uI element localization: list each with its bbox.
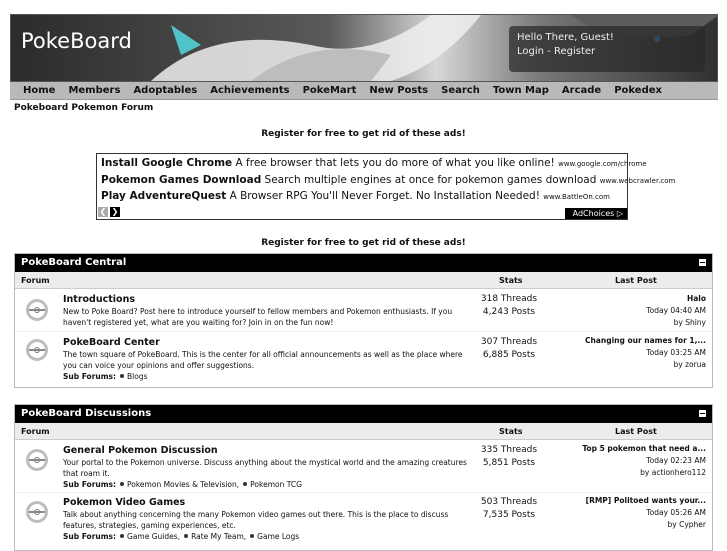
bullet-icon: [184, 534, 188, 538]
bullet-icon: [250, 534, 254, 538]
col-last-post: Last Post: [615, 276, 657, 285]
bullet-icon: [120, 374, 124, 378]
forum-title[interactable]: Pokemon Video Games: [63, 497, 186, 508]
subforum-link[interactable]: Blogs: [127, 372, 148, 381]
thread-count: 335 Threads: [480, 445, 538, 455]
last-post: [556, 495, 706, 531]
last-post-title[interactable]: [RMP] Politoed wants your...: [585, 496, 706, 505]
register-notice-top: Register for free to get rid of these ads!: [261, 129, 466, 139]
subforums: Sub Forums: Pokemon Movies & Television, Pokemon TCG: [63, 480, 302, 489]
chevron-left-icon[interactable]: ❮: [99, 207, 107, 216]
ad-text: A free browser that lets you do more of what you like online!: [232, 157, 559, 169]
last-post-author[interactable]: by Cypher: [667, 520, 706, 529]
bullet-icon: [243, 482, 247, 486]
col-forum: Forum: [21, 276, 50, 285]
category-title[interactable]: PokeBoard Central: [21, 257, 127, 268]
chevron-right-icon[interactable]: ❯: [111, 207, 119, 216]
subforums: [63, 372, 148, 381]
col-forum: Forum: [21, 427, 50, 436]
category-header: [15, 405, 712, 423]
nav-achievements[interactable]: Achievements: [210, 85, 290, 96]
ad-title[interactable]: Play AdventureQuest: [101, 190, 227, 202]
last-post: [556, 443, 706, 479]
pokeball-icon: [26, 339, 48, 361]
forum-desc: The town square of PokeBoard. This is the center for all official announcements as well as the place where you can voice your opinions and offer suggestions.: [63, 350, 463, 370]
ad-title[interactable]: Pokemon Games Download: [101, 174, 262, 186]
last-post-title[interactable]: Top 5 pokemon that need a...: [582, 444, 706, 453]
bullet-icon: [120, 534, 124, 538]
col-stats: Stats: [499, 427, 523, 436]
subforums: Sub Forums: Game Guides, Rate My Team, Game Logs: [63, 532, 300, 541]
category-header: [15, 254, 712, 272]
adchoices-badge[interactable]: [565, 208, 627, 219]
post-count: 6,885 Posts: [482, 350, 536, 360]
last-post-time: Today 03:25 AM: [646, 348, 706, 357]
last-post: [556, 293, 706, 329]
ad-title[interactable]: Install Google Chrome: [101, 157, 233, 169]
nav-town-map[interactable]: Town Map: [492, 85, 549, 96]
breadcrumb[interactable]: Pokeboard Pokemon Forum: [14, 103, 154, 113]
thread-count: 318 Threads: [480, 294, 538, 304]
last-post-time: Today 04:40 AM: [646, 306, 706, 315]
forum-desc: New to Poke Board? Post here to introduce yourself to fellow members and Pokemon enthusiasts. If you haven't registered yet, what are you waiting for? Join in on the fun now!: [63, 307, 453, 327]
post-count: 5,851 Posts: [482, 458, 536, 468]
nav-search[interactable]: Search: [441, 85, 480, 96]
collapse-icon[interactable]: [699, 259, 706, 266]
pokeball-icon: [26, 449, 48, 471]
main-nav: [10, 82, 718, 100]
last-post-author[interactable]: by Shiny: [673, 318, 706, 327]
ad-text: A Browser RPG You'll Never Forget. No Installation Needed!: [226, 190, 544, 202]
column-headers: [15, 272, 712, 289]
nav-pokemart[interactable]: PokeMart: [302, 85, 357, 96]
last-post-time: Today 05:26 AM: [646, 508, 706, 517]
forum-row: [15, 332, 712, 384]
forum-row: [15, 289, 712, 332]
login-link[interactable]: Login: [517, 46, 544, 57]
last-post-author[interactable]: by actionhero112: [640, 468, 706, 477]
col-stats: Stats: [499, 276, 523, 285]
subforum-link[interactable]: Pokemon TCG: [250, 480, 302, 489]
forum-desc: Talk about anything concerning the many Pokemon video games out there. This is the place to discuss features, strategies, gaming experiences, etc.: [63, 510, 449, 530]
forum-row: [15, 440, 712, 493]
category-pokeboard-discussions: [14, 404, 713, 551]
register-link[interactable]: Register: [553, 46, 596, 57]
register-notice-bottom: Register for free to get rid of these ads!: [261, 238, 466, 248]
ad-text: Search multiple engines at once for pokemon games download: [261, 174, 600, 186]
last-post-title[interactable]: Changing our names for 1,...: [584, 336, 706, 345]
ad-row[interactable]: [101, 174, 675, 186]
subforum-link[interactable]: Game Guides: [127, 532, 178, 541]
ad-url[interactable]: www.webcrawler.com: [599, 177, 676, 185]
last-post-author[interactable]: by zorua: [673, 360, 706, 369]
forum-desc: Your portal to the Pokemon universe. Discuss anything about the mystical world and the amazing creatures that roam it.: [63, 458, 467, 478]
ad-row[interactable]: [101, 157, 647, 169]
guest-greeting: Hello There, Guest!: [517, 32, 614, 43]
nav-home[interactable]: Home: [23, 85, 56, 96]
collapse-icon[interactable]: [699, 410, 706, 417]
auth-links: [517, 46, 595, 57]
nav-pokedex[interactable]: Pokedex: [614, 85, 662, 96]
col-last-post: Last Post: [615, 427, 657, 436]
thread-count: 307 Threads: [480, 337, 538, 347]
subforum-link[interactable]: Pokemon Movies & Television: [127, 480, 237, 489]
post-count: 4,243 Posts: [482, 307, 536, 317]
last-post: [556, 335, 706, 371]
adchoices-label: AdChoices: [572, 209, 615, 218]
adchoices-icon: ▷: [616, 209, 623, 218]
bullet-icon: [120, 482, 124, 486]
guest-panel: [509, 26, 705, 72]
ad-nav: [98, 207, 120, 217]
ad-url[interactable]: www.google.com/chrome: [558, 160, 647, 168]
subforum-link[interactable]: Rate My Team: [191, 532, 244, 541]
subforums-label: Sub Forums:: [63, 532, 117, 541]
forum-row: [15, 493, 712, 547]
ad-box: [96, 153, 676, 220]
nav-adoptables[interactable]: Adoptables: [133, 85, 198, 96]
forum-title[interactable]: General Pokemon Discussion: [63, 445, 218, 456]
auth-separator: -: [543, 46, 554, 57]
subforums-label: Sub Forums:: [63, 372, 117, 381]
post-count: 7,535 Posts: [482, 510, 536, 520]
forum-title[interactable]: PokeBoard Center: [63, 337, 160, 348]
thread-count: 503 Threads: [480, 497, 538, 507]
category-title[interactable]: PokeBoard Discussions: [21, 408, 152, 419]
ad-row[interactable]: [101, 190, 610, 202]
subforums-label: Sub Forums:: [63, 480, 117, 489]
nav-members[interactable]: Members: [68, 85, 121, 96]
ad-url[interactable]: www.BattleOn.com: [543, 193, 610, 201]
site-logo[interactable]: PokeBoard: [21, 29, 132, 53]
pokeball-icon: [26, 501, 48, 523]
last-post-time: Today 02:23 AM: [646, 456, 706, 465]
subforum-link[interactable]: Game Logs: [257, 532, 300, 541]
header-banner: [10, 14, 718, 82]
pokeball-icon: [26, 299, 48, 321]
column-headers: [15, 423, 712, 440]
forum-title[interactable]: Introductions: [63, 294, 135, 305]
nav-arcade[interactable]: Arcade: [561, 85, 602, 96]
category-pokeboard-central: [14, 253, 713, 388]
nav-new-posts[interactable]: New Posts: [369, 85, 429, 96]
page-wrapper: [10, 14, 718, 100]
last-post-title[interactable]: Halo: [686, 294, 706, 303]
